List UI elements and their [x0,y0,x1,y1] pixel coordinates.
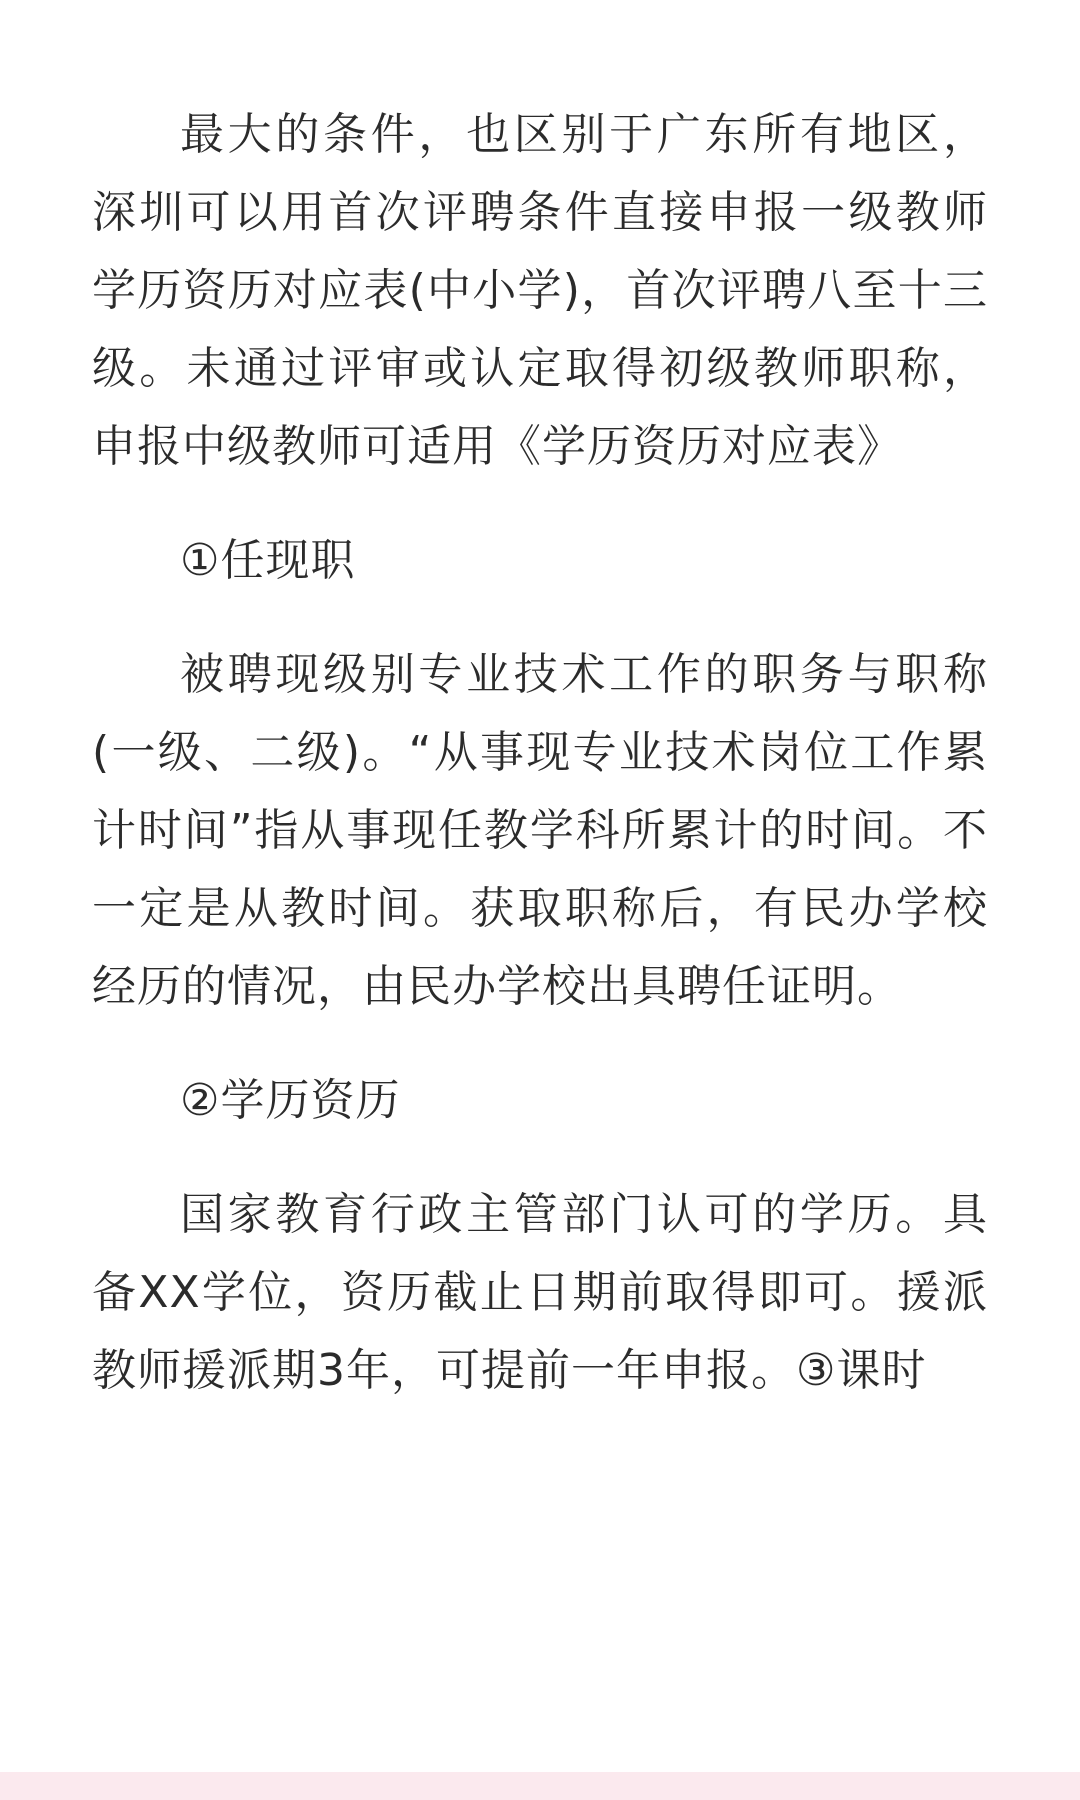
paragraph-conditions: 最大的条件，也区别于广东所有地区，深圳可以用首次评聘条件直接申报一级教师学历资历对应表(中小学)，首次评聘八至十三级。未通过评审或认定取得初级教师职称，申报中级教师可适用《学历资历对应表》 [92,109,988,472]
section-heading-current-position: ①任现职 [180,535,356,586]
paragraph-current-position: 被聘现级别专业技术工作的职务与职称(一级、二级)。“从事现专业技术岗位工作累计时间”指从事现任教学科所累计的时间。不一定是从教时间。获取职称后，有民办学校经历的情况，由民办学校出具聘任证明。 [92,649,988,1012]
article-body [92,96,988,1446]
section-heading-education: ②学历资历 [180,1075,401,1126]
paragraph-education: 国家教育行政主管部门认可的学历。具备XX学位，资历截止日期前取得即可。援派教师援派期3年，可提前一年申报。③课时 [92,1189,988,1396]
bottom-decorative-band [0,1772,1080,1800]
